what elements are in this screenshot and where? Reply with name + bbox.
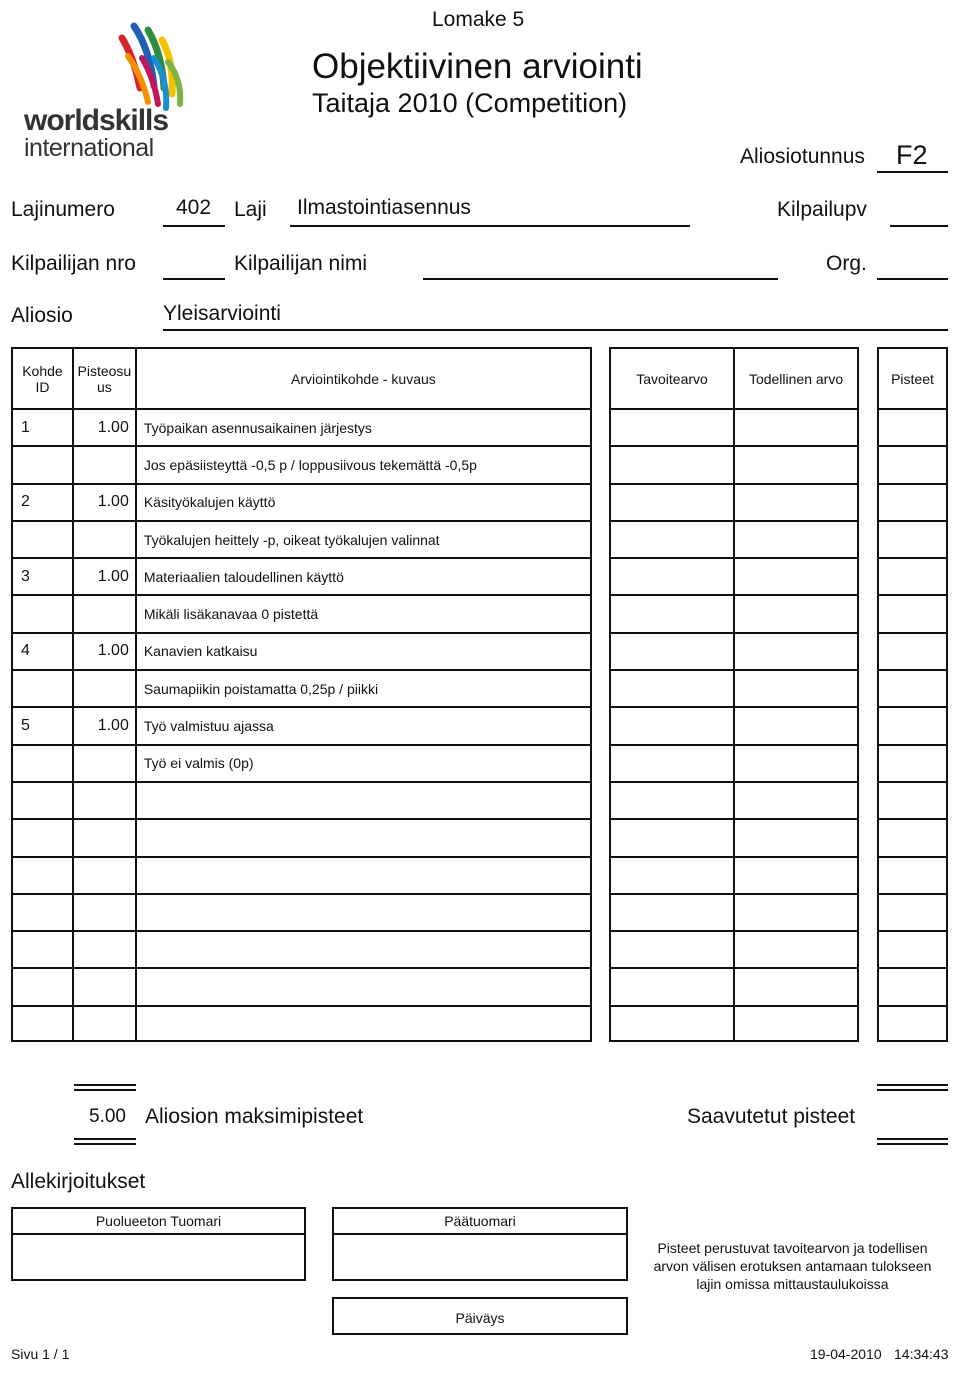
skill-label: Laji — [234, 198, 267, 221]
row-description: Mikäli lisäkanavaa 0 pistettä — [136, 595, 591, 632]
table-row — [878, 782, 947, 819]
max-points-value: 5.00 — [89, 1106, 126, 1127]
actual-value-cell[interactable] — [734, 521, 858, 558]
target-value-cell[interactable] — [610, 670, 734, 707]
score-cell[interactable] — [878, 670, 947, 707]
target-value-cell[interactable] — [610, 931, 734, 968]
row-description — [136, 931, 591, 968]
row-weight: 1.00 — [73, 484, 136, 521]
table-header-row — [12, 348, 591, 409]
target-value-cell[interactable] — [610, 968, 734, 1005]
subcriterion-id-label: Aliosiotunnus — [740, 145, 865, 168]
score-cell[interactable] — [878, 745, 947, 782]
actual-value-cell[interactable] — [734, 409, 858, 446]
row-id — [12, 745, 73, 782]
score-cell[interactable] — [878, 857, 947, 894]
date-label: Päiväys — [455, 1310, 505, 1326]
score-cell[interactable] — [878, 446, 947, 483]
row-id — [12, 1006, 73, 1041]
actual-value-cell[interactable] — [734, 819, 858, 856]
score-cell[interactable] — [878, 409, 947, 446]
table-row — [12, 707, 591, 744]
max-points-top-double-line-2 — [74, 1089, 136, 1091]
score-table — [877, 347, 948, 1042]
table-row — [12, 745, 591, 782]
table-row — [878, 409, 947, 446]
achieved-points-label: Saavutetut pisteet — [687, 1105, 856, 1128]
actual-value-cell[interactable] — [734, 595, 858, 632]
table-row — [878, 558, 947, 595]
competitor-no-label: Kilpailijan nro — [11, 252, 136, 275]
table-row — [878, 1006, 947, 1041]
achieved-bottom-double-line-2 — [877, 1143, 948, 1145]
table-row — [610, 558, 858, 595]
table-row — [12, 968, 591, 1005]
judge-label: Puolueeton Tuomari — [95, 1213, 222, 1229]
achieved-top-double-line-2 — [877, 1089, 948, 1091]
row-weight — [73, 1006, 136, 1041]
note-line-3: lajin omissa mittaustaulukoissa — [696, 1276, 889, 1292]
chief-signature-box[interactable] — [332, 1207, 628, 1281]
skill-number-value: 402 — [176, 196, 212, 219]
score-cell[interactable] — [878, 558, 947, 595]
row-id: 2 — [12, 484, 73, 521]
actual-value-cell[interactable] — [734, 484, 858, 521]
skill-number-label: Lajinumero — [11, 198, 115, 221]
row-weight — [73, 745, 136, 782]
table-row — [878, 707, 947, 744]
row-id — [12, 857, 73, 894]
row-description: Materiaalien taloudellinen käyttö — [136, 558, 591, 595]
row-description: Saumapiikin poistamatta 0,25p / piikki — [136, 670, 591, 707]
actual-value-cell[interactable] — [734, 968, 858, 1005]
logo-text-worldskills: worldskills — [24, 104, 169, 137]
subcriterion-value: Yleisarviointi — [163, 302, 281, 325]
table-row — [878, 745, 947, 782]
row-description: Käsityökalujen käyttö — [136, 484, 591, 521]
table-row — [610, 782, 858, 819]
row-id — [12, 446, 73, 483]
row-weight — [73, 819, 136, 856]
table-row — [610, 521, 858, 558]
table-row — [610, 1006, 858, 1041]
chief-box-divider — [334, 1233, 626, 1235]
skill-value: Ilmastointiasennus — [297, 196, 471, 219]
table-row — [12, 670, 591, 707]
table-row — [610, 894, 858, 931]
target-value-cell[interactable] — [610, 782, 734, 819]
row-id: 3 — [12, 558, 73, 595]
page-number: Sivu 1 / 1 — [11, 1346, 70, 1362]
target-value-cell[interactable] — [610, 745, 734, 782]
row-weight — [73, 670, 136, 707]
competitor-name-field[interactable] — [423, 278, 778, 280]
max-points-bottom-double-line — [74, 1138, 136, 1140]
table-row — [12, 521, 591, 558]
max-points-bottom-double-line-2 — [74, 1143, 136, 1145]
note-line-2: arvon välisen erotuksen antamaan tulokseen — [653, 1258, 932, 1274]
score-cell[interactable] — [878, 894, 947, 931]
table-row — [878, 894, 947, 931]
score-cell[interactable] — [878, 782, 947, 819]
row-id — [12, 894, 73, 931]
table-row — [12, 857, 591, 894]
table-row — [878, 633, 947, 670]
target-value-cell[interactable] — [610, 484, 734, 521]
actual-value-cell[interactable] — [734, 670, 858, 707]
actual-value-cell[interactable] — [734, 782, 858, 819]
table-row — [12, 782, 591, 819]
header-weight: Pisteosu us — [73, 348, 136, 409]
skill-underline — [290, 225, 690, 227]
table-row — [878, 819, 947, 856]
row-weight — [73, 894, 136, 931]
target-value-cell[interactable] — [610, 819, 734, 856]
row-description: Työpaikan asennusaikainen järjestys — [136, 409, 591, 446]
row-description — [136, 894, 591, 931]
row-weight — [73, 931, 136, 968]
subcriterion-id-underline — [877, 171, 948, 173]
target-value-cell[interactable] — [610, 633, 734, 670]
score-cell[interactable] — [878, 931, 947, 968]
competitor-no-field[interactable] — [163, 278, 225, 280]
score-cell[interactable] — [878, 595, 947, 632]
achieved-bottom-double-line — [877, 1138, 948, 1140]
row-id — [12, 782, 73, 819]
org-label: Org. — [826, 252, 867, 275]
org-field[interactable] — [877, 278, 948, 280]
table-row — [610, 446, 858, 483]
table-row — [610, 968, 858, 1005]
target-value-cell[interactable] — [610, 595, 734, 632]
header-score: Pisteet — [878, 348, 947, 409]
table-row — [12, 484, 591, 521]
score-cell[interactable] — [878, 1006, 947, 1041]
max-points-top-double-line — [74, 1084, 136, 1086]
target-value-cell[interactable] — [610, 446, 734, 483]
row-description — [136, 1006, 591, 1041]
row-id — [12, 819, 73, 856]
criteria-table — [11, 347, 592, 1042]
subcriterion-label: Aliosio — [11, 304, 73, 327]
row-description — [136, 968, 591, 1005]
row-id: 4 — [12, 633, 73, 670]
date-box[interactable] — [332, 1297, 628, 1335]
table-row — [878, 446, 947, 483]
table-row — [12, 931, 591, 968]
actual-value-cell[interactable] — [734, 857, 858, 894]
target-value-cell[interactable] — [610, 1006, 734, 1041]
subcriterion-id-value: F2 — [896, 140, 928, 170]
row-description: Kanavien katkaisu — [136, 633, 591, 670]
table-row — [12, 595, 591, 632]
row-weight: 1.00 — [73, 558, 136, 595]
sheet-label: Lomake 5 — [432, 8, 525, 31]
table-row — [12, 633, 591, 670]
target-value-cell[interactable] — [610, 707, 734, 744]
row-weight: 1.00 — [73, 409, 136, 446]
page-subtitle: Taitaja 2010 (Competition) — [312, 88, 628, 118]
table-row — [610, 633, 858, 670]
row-weight — [73, 595, 136, 632]
row-id: 1 — [12, 409, 73, 446]
actual-value-cell[interactable] — [734, 446, 858, 483]
row-description — [136, 782, 591, 819]
table-row — [610, 595, 858, 632]
competition-day-label: Kilpailupv — [777, 198, 867, 221]
row-weight — [73, 857, 136, 894]
competition-day-field[interactable] — [890, 225, 948, 227]
table-row — [878, 931, 947, 968]
row-id — [12, 931, 73, 968]
max-points-label: Aliosion maksimipisteet — [145, 1105, 364, 1128]
table-row — [610, 409, 858, 446]
footer-time: 14:34:43 — [894, 1346, 949, 1362]
table-row — [878, 595, 947, 632]
score-cell[interactable] — [878, 484, 947, 521]
table-row — [878, 968, 947, 1005]
actual-value-cell[interactable] — [734, 745, 858, 782]
table-row — [878, 670, 947, 707]
header-target: Tavoitearvo — [610, 348, 734, 409]
signatures-title: Allekirjoitukset — [11, 1170, 146, 1193]
judge-signature-box[interactable] — [11, 1207, 306, 1281]
table-row — [610, 819, 858, 856]
row-description: Jos epäsiisteyttä -0,5 p / loppusiivous tekemättä -0,5p — [136, 446, 591, 483]
row-id — [12, 968, 73, 1005]
row-id — [12, 595, 73, 632]
skill-number-underline — [163, 225, 225, 227]
header-id: Kohde ID — [12, 348, 73, 409]
chief-label: Päätuomari — [444, 1213, 516, 1229]
table-row — [610, 707, 858, 744]
footer-date: 19-04-2010 — [810, 1346, 882, 1362]
target-value-cell[interactable] — [610, 558, 734, 595]
row-weight: 1.00 — [73, 633, 136, 670]
actual-value-cell[interactable] — [734, 707, 858, 744]
table-row — [878, 521, 947, 558]
row-description — [136, 819, 591, 856]
table-row — [610, 670, 858, 707]
row-description — [136, 857, 591, 894]
table-row — [610, 857, 858, 894]
row-id: 5 — [12, 707, 73, 744]
score-cell[interactable] — [878, 521, 947, 558]
actual-value-cell[interactable] — [734, 558, 858, 595]
table-row — [12, 1006, 591, 1041]
row-weight — [73, 521, 136, 558]
actual-value-cell[interactable] — [734, 1006, 858, 1041]
table-row — [12, 894, 591, 931]
worldskills-logo — [22, 18, 192, 168]
row-description: Työ ei valmis (0p) — [136, 745, 591, 782]
table-row — [610, 484, 858, 521]
table-row — [878, 857, 947, 894]
table-row — [12, 819, 591, 856]
judge-box-divider — [13, 1233, 304, 1235]
table-row — [878, 484, 947, 521]
row-weight: 1.00 — [73, 707, 136, 744]
table-row — [12, 446, 591, 483]
header-description: Arviointikohde - kuvaus — [136, 348, 591, 409]
row-description: Työkalujen heittely -p, oikeat työkalujen valinnat — [136, 521, 591, 558]
row-weight — [73, 446, 136, 483]
table-row — [12, 558, 591, 595]
page-title: Objektiivinen arviointi — [312, 47, 643, 86]
header-actual: Todellinen arvo — [734, 348, 858, 409]
row-description: Työ valmistuu ajassa — [136, 707, 591, 744]
score-cell[interactable] — [878, 819, 947, 856]
target-value-cell[interactable] — [610, 521, 734, 558]
actual-value-cell[interactable] — [734, 894, 858, 931]
row-weight — [73, 782, 136, 819]
table-row — [610, 931, 858, 968]
achieved-top-double-line — [877, 1084, 948, 1086]
row-id — [12, 670, 73, 707]
row-weight — [73, 968, 136, 1005]
target-value-cell[interactable] — [610, 409, 734, 446]
row-id — [12, 521, 73, 558]
score-cell[interactable] — [878, 633, 947, 670]
table-row — [610, 745, 858, 782]
table-row — [12, 409, 591, 446]
target-value-cell[interactable] — [610, 857, 734, 894]
score-cell[interactable] — [878, 707, 947, 744]
score-cell[interactable] — [878, 968, 947, 1005]
logo-text-international: international — [24, 134, 154, 162]
actual-value-cell[interactable] — [734, 633, 858, 670]
actual-value-cell[interactable] — [734, 931, 858, 968]
target-actual-table — [609, 347, 859, 1042]
subcriterion-underline — [163, 329, 948, 331]
competitor-name-label: Kilpailijan nimi — [234, 252, 368, 275]
note-line-1: Pisteet perustuvat tavoitearvon ja todellisen — [657, 1240, 928, 1256]
target-value-cell[interactable] — [610, 894, 734, 931]
